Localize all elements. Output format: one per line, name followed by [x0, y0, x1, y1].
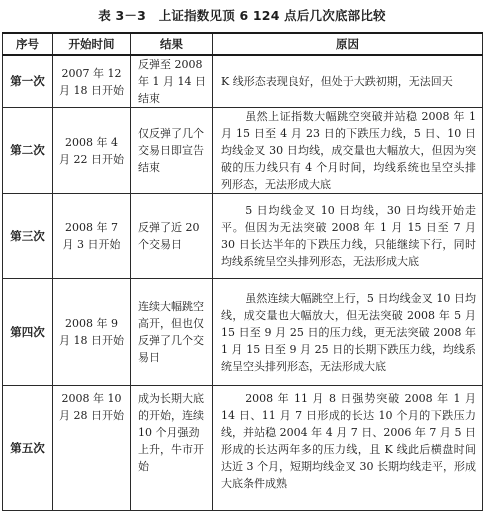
- row-index: 第四次: [3, 279, 53, 386]
- row-reason: K 线形态表现良好，但处于大跌初期，无法回天: [213, 55, 483, 108]
- row-start-time: 2008 年 4 月 22 日开始: [53, 108, 131, 194]
- row-start-time: 2008 年 10 月 28 日开始: [53, 386, 131, 511]
- row-reason: 虽然上证指数大幅跳空突破并站稳 2008 年 1 月 15 日至 4 月 23 日的下跌压力线，5 日、10 日均线金叉 30 日均线，成交量也大幅放大，但因为突破的压力线只有 4 个月时间，均线系统也呈空头排列形态，无法形成大底: [221, 110, 476, 191]
- row-reason-cell: [213, 279, 483, 386]
- header-index: 序号: [3, 33, 53, 55]
- table-caption: 表 3－3 上证指数见顶 6 124 点后几次底部比较: [98, 8, 386, 23]
- row-index: 第五次: [3, 386, 53, 511]
- row-result: 反弹至 2008 年 1 月 14 日结束: [131, 55, 213, 108]
- row-start-time: 2008 年 9 月 18 日开始: [53, 279, 131, 386]
- table-row: [3, 194, 483, 279]
- row-reason: 5 日均线金叉 10 日均线，30 日均线开始走平。但因为无法突破 2008 年 1 月 15 日至 7 月 30 日长达半年的下跌压力线，只能继续下行，同时均线系统呈空头排列形态，无法形成大底: [221, 204, 476, 268]
- table-row: [3, 55, 483, 108]
- row-index: 第一次: [3, 55, 53, 108]
- header-result: 结果: [131, 33, 213, 55]
- row-reason-cell: [213, 386, 483, 511]
- row-reason: 2008 年 11 月 8 日强势突破 2008 年 1 月 14 日、11 月 7 日形成的长达 10 个月的下跌压力线，并站稳 2004 年 4 月 7 日、2006 年 7 月 5 日形成的长达两年多的压力线，且 K 线此后横盘时间达近 3 个月，短期均线金叉 30 长期均线走平，形成大底条件成熟: [221, 392, 476, 490]
- header-reason: 原因: [213, 33, 483, 55]
- table-row: [3, 108, 483, 194]
- row-result: 连续大幅跳空高开，但也仅反弹了几个交易日: [131, 279, 213, 386]
- row-result: 成为长期大底的开始，连续 10 个月强劲上升，牛市开始: [131, 386, 213, 511]
- row-index: 第三次: [3, 194, 53, 279]
- table-row: [3, 279, 483, 386]
- row-result: 仅反弹了几个交易日即宣告结束: [131, 108, 213, 194]
- table-header-row: [3, 33, 483, 55]
- row-reason-cell: [213, 108, 483, 194]
- table-row: [3, 386, 483, 511]
- row-reason-cell: [213, 194, 483, 279]
- row-start-time: 2008 年 7 月 3 日开始: [53, 194, 131, 279]
- row-start-time: 2007 年 12 月 18 日开始: [53, 55, 131, 108]
- header-start-time: 开始时间: [53, 33, 131, 55]
- comparison-table: [2, 32, 483, 511]
- row-result: 反弹了近 20 个交易日: [131, 194, 213, 279]
- row-reason: 虽然连续大幅跳空上行，5 日均线金叉 10 日均线，成交量也大幅放大，但无法突破 2008 年 5 月 15 日至 9 月 25 日的压力线，更无法突破 2008 年 1 月 15 日至 9 月 25 日的长期下跌压力线，均线系统呈空头排列形态，无法形成大底: [221, 291, 476, 373]
- row-index: 第二次: [3, 108, 53, 194]
